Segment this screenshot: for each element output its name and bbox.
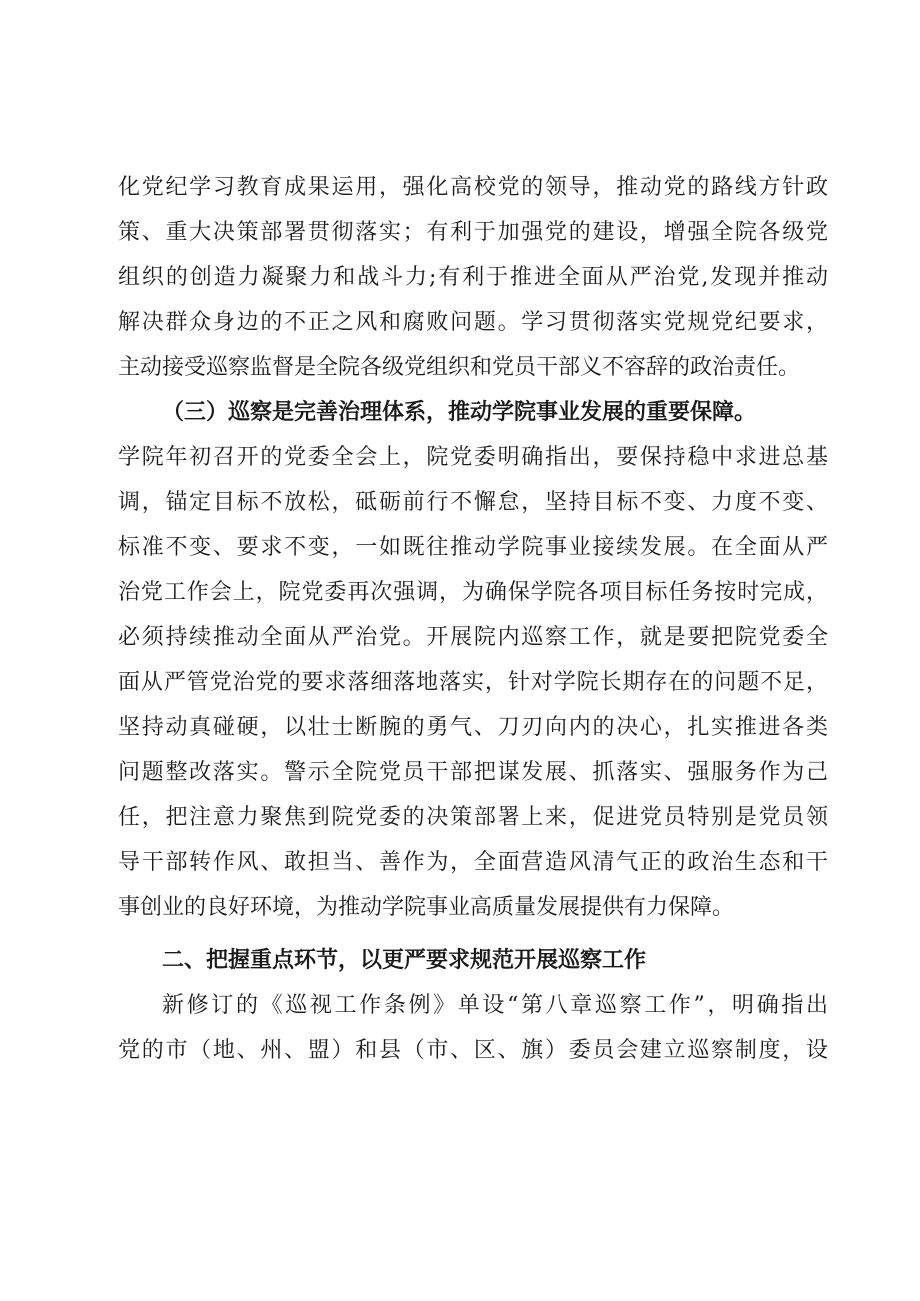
paragraph-line: 问题整改落实。警示全院党员干部把谋发展、抓落实、强服务作为己 — [118, 760, 828, 785]
document-body — [118, 165, 828, 1073]
paragraph-line: 必须持续推动全面从严治党。开展院内巡察工作，就是要把院党委全 — [118, 625, 828, 650]
paragraph-line: 解决群众身边的不正之风和腐败问题。学习贯彻落实党规党纪要求， — [118, 310, 828, 335]
paragraph-line: 学院年初召开的党委全会上，院党委明确指出，要保持稳中求进总基 — [118, 445, 828, 470]
paragraph-line: 主动接受巡察监督是全院各级党组织和党员干部义不容辞的政治责任。 — [118, 355, 801, 380]
paragraph-line: 面从严管党治党的要求落细落地落实，针对学院长期存在的问题不足， — [118, 670, 828, 695]
paragraph-line: 任，把注意力聚焦到院党委的决策部署上来，促进党员特别是党员领 — [118, 805, 828, 830]
section-heading-2: 二、把握重点环节，以更严要求规范开展巡察工作 — [162, 948, 647, 973]
paragraph-line: 调，锚定目标不放松，砥砺前行不懈怠，坚持目标不变、力度不变、 — [118, 490, 828, 515]
paragraph-line: 新修订的《巡视工作条例》单设“第八章巡察工作”，明确指出 — [162, 993, 828, 1018]
paragraph-line: 党的市（地、州、盟）和县（市、区、旗）委员会建立巡察制度，设 — [118, 1038, 828, 1063]
paragraph-line: 导干部转作风、敢担当、善作为，全面营造风清气正的政治生态和干 — [118, 850, 828, 875]
paragraph-line: 组织的创造力凝聚力和战斗力;有利于推进全面从严治党,发现并推动 — [118, 265, 828, 290]
paragraph-line: 标准不变、要求不变，一如既往推动学院事业接续发展。在全面从严 — [118, 535, 828, 560]
paragraph-line: 事创业的良好环境，为推动学院事业高质量发展提供有力保障。 — [118, 895, 735, 920]
section-heading-3: （三）巡察是完善治理体系，推动学院事业发展的重要保障。 — [162, 399, 757, 425]
paragraph-line: 治党工作会上，院党委再次强调，为确保学院各项目标任务按时完成， — [118, 580, 828, 605]
paragraph-line: 策、重大决策部署贯彻落实；有利于加强党的建设，增强全院各级党 — [118, 220, 828, 245]
paragraph-line: 坚持动真碰硬，以壮士断腕的勇气、刀刃向内的决心，扎实推进各类 — [118, 715, 828, 740]
paragraph-line: 化党纪学习教育成果运用，强化高校党的领导，推动党的路线方针政 — [118, 175, 828, 200]
spacer — [118, 930, 828, 938]
